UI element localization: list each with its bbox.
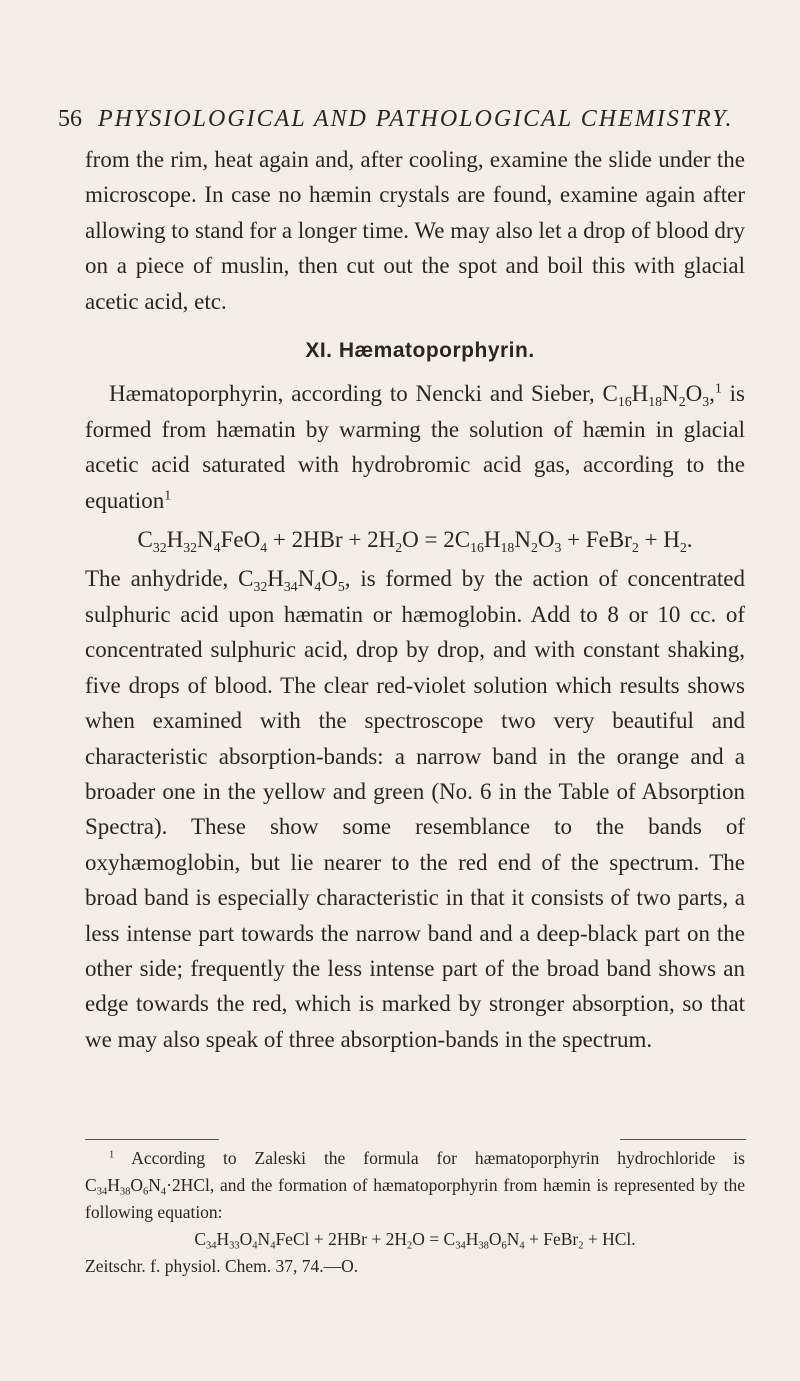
formula-hydrochloride: $C_{34}H_{38}O_6N_4$ (85, 1175, 167, 1198)
footnote-ref: 1 (714, 381, 722, 397)
running-header (58, 104, 748, 134)
equation-part: FeCl + 2HBr + 2H (275, 1229, 407, 1249)
body-text (85, 142, 745, 1057)
paragraph-lead: Hæmatoporphyrin, according to Nencki and Sieber, (109, 381, 595, 407)
section-heading: XI. Hæmatoporphyrin. (305, 339, 535, 363)
footnote-rule (620, 1139, 746, 1140)
equation-part: + H (638, 527, 680, 553)
equation-part: + FeBr (561, 527, 632, 553)
footnote-line: According to Zaleski the formula for hæmatoporphyrin hydrochloride is (131, 1148, 745, 1168)
footnote (85, 1145, 745, 1280)
footnote-source: Zeitschr. f. physiol. Chem. 37, 74.—O. (85, 1256, 359, 1276)
running-title: PHYSIOLOGICAL AND PATHOLOGICAL CHEMISTRY. (98, 106, 734, 132)
paragraph-rest: is formed by the action of concentrated sulphuric acid upon hæmatin or hæmoglobin. Add to 8 or 10 cc. of concentrated sulphuric acid, drop by drop, and with constant shaking, five drops of blood. The clear red-violet solution which results shows when examined with the spectroscope two very beautiful and characteristic absorption-bands: a narrow band in the orange and a broader one in the yellow and green (No. 6 in the Table of Absorption Spectra). These show some resemblance to the bands of oxyhæmoglobin, but lie nearer to the red end of the spectrum. The broad band is especially characteristic in that it consists of two parts, a less intense part towards the narrow band and a deep-black part on the other side; frequently the less intense part of the broad band shows an edge towards the red, which is marked by stronger absorption, so that we may also speak of three absorption-bands in the spectrum. (85, 566, 745, 1052)
equation-part: + FeBr (524, 1229, 579, 1249)
paragraph-anhydride: The anhydride, $C_{32}H_{34}N_4O_5$, is formed by the action of concentrated sulphuric acid upon hæmatin or hæmoglobin. Add to 8 or 10 cc. of concentrated sulphuric acid, drop by drop, and with constant shaking, five drops of blood. The clear red-violet solution which results shows when examined with the spectroscope two very beautiful and characteristic absorption-bands: a narrow band in the orange and a broader one in the yellow and green (No. 6 in the Table of Absorption Spectra). These show some resemblance to the bands of oxyhæmoglobin, but lie nearer to the red end of the spectrum. The broad band is especially characteristic in that it consists of two parts, a less intense part towards the narrow band and a deep-black part on the other side; frequently the less intense part of the broad band shows an edge towards the red, which is marked by stronger absorption, so that we may also speak of three absorption-bands in the spectrum. (85, 566, 745, 1052)
footnote-equation: $C_{34}H_{33}O_4N_4FeCl + 2HBr + 2H_2O = C_{34}H_{38}O_6N_4$ + FeBr$_2$ + HCl. (194, 1229, 636, 1252)
chemical-equation: $C_{32}H_{32}N_4FeO_4 + 2HBr + 2H_2O = 2C_{16}H_{18}N_2O_3$ + FeBr$_2$ + $H_2$. (137, 527, 693, 555)
equation-part: + HCl. (583, 1229, 636, 1249)
paragraph-rest: is formed from hæmatin by warming the solution of hæmin in glacial acetic acid saturated with hydrobromic acid gas, according to the equation (85, 381, 746, 513)
page-number: 56 (58, 106, 82, 132)
footnote-rule (85, 1139, 219, 1140)
equation-part: + 2HBr + 2H (267, 527, 396, 553)
paragraph-lead: The anhydride, (85, 566, 229, 592)
paragraph-continuation: from the rim, heat again and, after cooling, examine the slide under the microscope. In case no hæmin crystals are found, examine again after allowing to stand for a longer time. We may also let a drop of blood dry on a piece of muslin, then cut out the spot and boil this with glacial acetic acid, etc. (85, 147, 745, 314)
footnote-line: ·2HCl, and the formation of hæmatoporphyrin from hæmin is represented by the following equation: (85, 1175, 745, 1222)
paragraph-haematoporphyrin: Hæmatoporphyrin, according to Nencki and Sieber, $C_{16}H_{18}N_2O_3,^1$ is formed from hæmatin by warming the solution of hæmin in glacial acetic acid saturated with hydrobromic acid gas, according to the equation$^1$ (85, 381, 746, 513)
footnote-text (85, 1145, 745, 1226)
formula-anhydride: $C_{32}H_{34}N_4O_5$ (238, 566, 345, 595)
equation-part: O = 2C (402, 527, 471, 553)
formula-haematoporphyrin: $C_{16}H_{18}N_2O_3$ (602, 381, 710, 410)
footnote-ref: 1 (164, 487, 172, 503)
equation-part: O = C (412, 1229, 456, 1249)
footnote-mark: 1 (109, 1149, 115, 1161)
